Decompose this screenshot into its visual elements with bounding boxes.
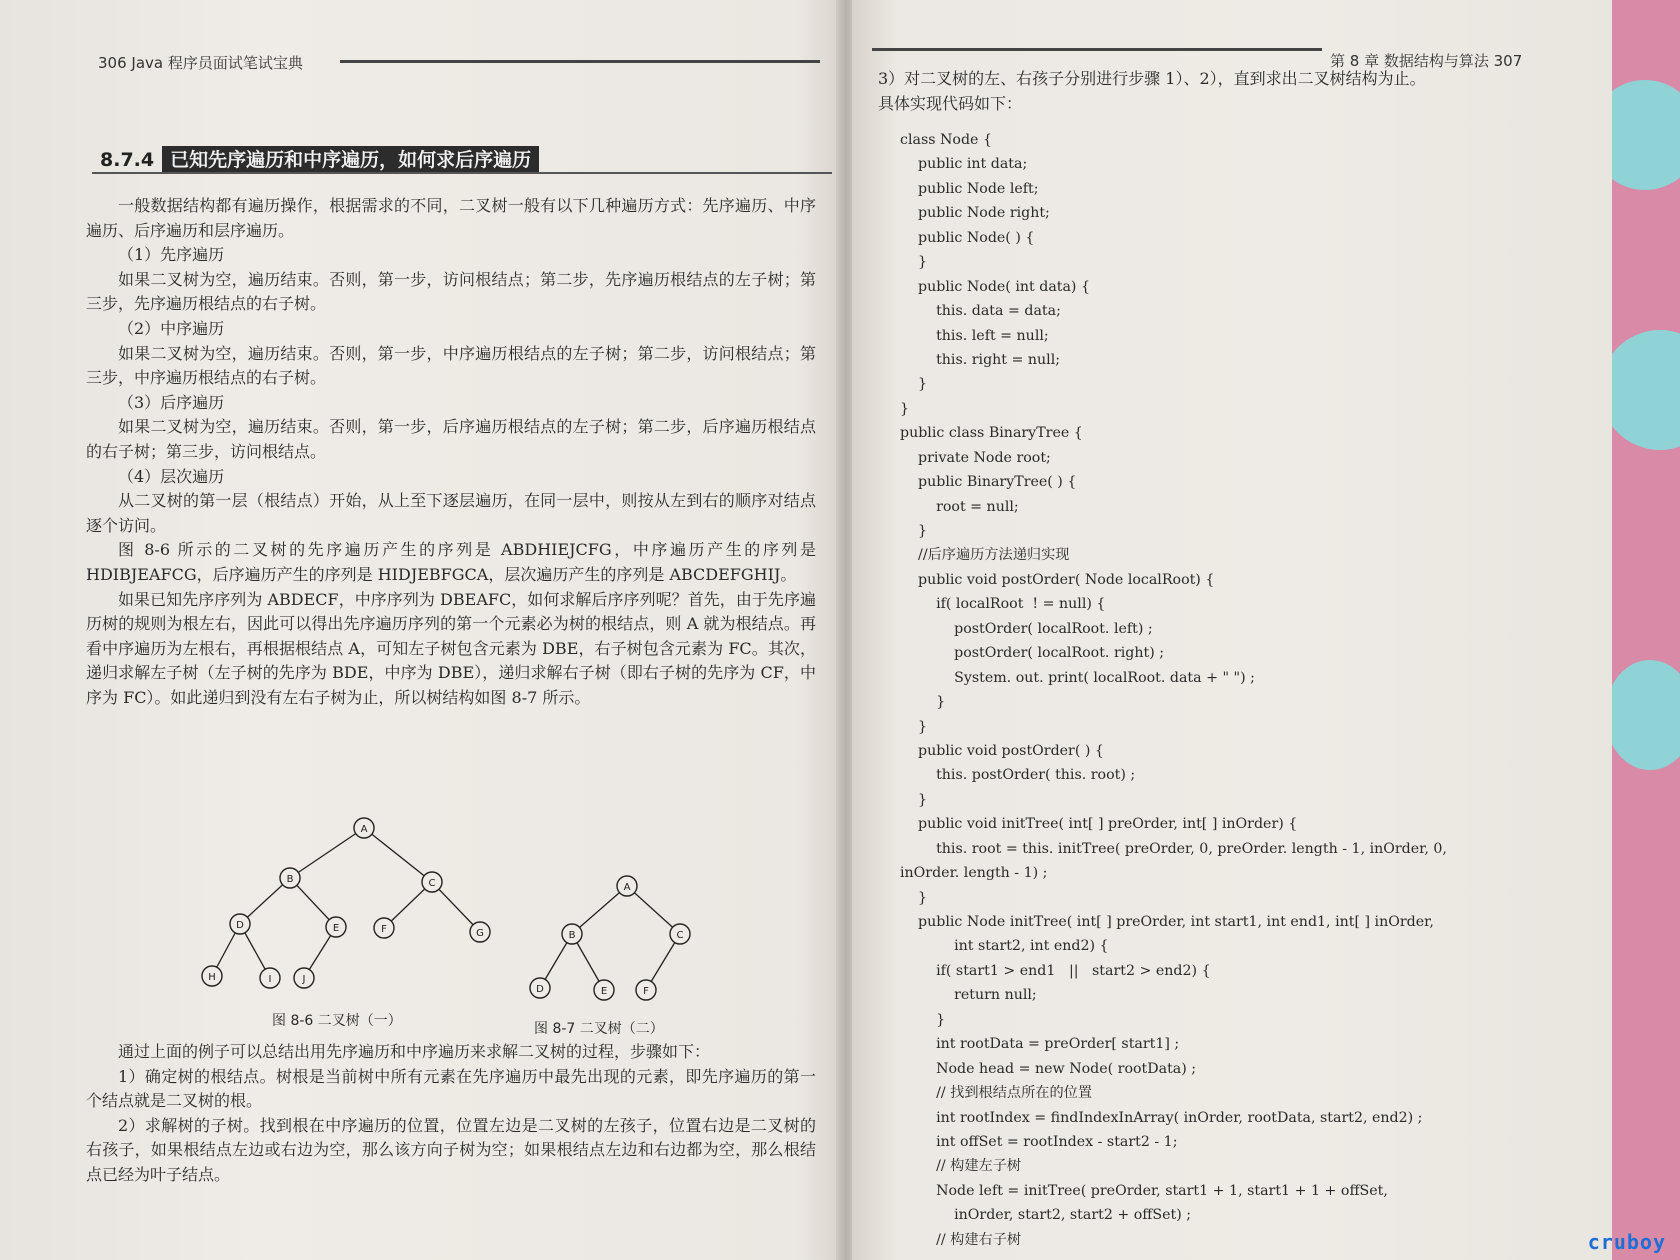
figure-8-7-caption: 图 8-7 二叉树（二） <box>534 1021 664 1037</box>
tree-node <box>470 922 490 942</box>
paragraph: （2）中序遍历 <box>118 318 225 338</box>
code-line: // 找到根结点所在的位置 <box>900 1085 1093 1102</box>
tree-node <box>374 918 394 938</box>
svg-text:A: A <box>360 824 368 835</box>
svg-text:G: G <box>476 928 484 939</box>
paragraph: 如果二叉树为空，遍历结束。否则，第一步，访问根结点；第二步，先序遍历根结点的左子树；第三步，先序遍历根结点的右子树。 <box>86 269 816 314</box>
code-line: this. root = this. initTree( preOrder, 0, preOrder. length - 1, inOrder, 0, <box>900 840 1447 857</box>
code-line: Node head = new Node( rootData) ; <box>900 1060 1197 1077</box>
svg-text:B: B <box>286 874 294 885</box>
svg-text:F: F <box>643 986 649 997</box>
paragraph: 如果二叉树为空，遍历结束。否则，第一步，后序遍历根结点的左子树；第二步，后序遍历根结点的右子树；第三步，访问根结点。 <box>86 417 816 461</box>
code-line: int rootData = preOrder[ start1] ; <box>900 1036 1180 1053</box>
tree-node <box>280 868 300 888</box>
paragraph: （3）后序遍历 <box>118 392 225 412</box>
section-rule <box>92 172 832 174</box>
left-steps-text <box>86 1040 816 1188</box>
right-page-header: 第 8 章 数据结构与算法 307 <box>1330 52 1523 70</box>
code-line: public Node initTree( int[ ] preOrder, int start1, int end1, int[ ] inOrder, <box>900 914 1434 930</box>
tree-node <box>530 978 550 998</box>
tree-node <box>202 966 222 986</box>
svg-text:B: B <box>568 930 576 941</box>
paragraph: 图 8-6 所示的二叉树的先序遍历产生的序列是 ABDHIEJCFG，中序遍历产生的序列是 HDIBJEAFCG，后序遍历产生的序列是 HIDJEBFGCA，层次遍历产生的序列是 ABCDEFGHIJ。 <box>86 540 816 584</box>
code-line: //后序遍历方法递归实现 <box>900 547 1070 564</box>
svg-text:J: J <box>302 974 306 985</box>
right-intro-line-2: 具体实现代码如下： <box>878 94 1023 113</box>
tree-node <box>562 924 582 944</box>
code-line: public Node left; <box>900 180 1039 197</box>
code-line: public void postOrder( Node localRoot) { <box>900 571 1215 588</box>
section-title: 已知先序遍历和中序遍历，如何求后序遍历 <box>162 146 539 174</box>
code-line: this. left = null; <box>900 327 1049 344</box>
code-line: // 构建右子树 <box>900 1231 1022 1248</box>
code-line: public class BinaryTree { <box>900 425 1083 442</box>
paragraph: 一般数据结构都有遍历操作，根据需求的不同，二叉树一般有以下几种遍历方式：先序遍历、中序遍历、后序遍历和层序遍历。 <box>86 196 816 240</box>
left-page-header: 306 Java 程序员面试笔试宝典 <box>98 54 303 72</box>
code-line: } <box>900 254 928 271</box>
code-line: root = null; <box>900 498 1019 515</box>
code-line: this. postOrder( this. root) ; <box>900 767 1136 784</box>
tree-node <box>354 818 374 838</box>
code-line: int start2, int end2) { <box>900 938 1109 955</box>
left-body-text <box>86 194 816 710</box>
code-line: private Node root; <box>900 449 1051 466</box>
code-line: System. out. print( localRoot. data + " ") ; <box>900 669 1255 686</box>
watermark: cruboy <box>1587 1230 1666 1254</box>
code-line: // 构建左子树 <box>900 1158 1022 1175</box>
code-line: inOrder. length - 1) ; <box>900 865 1048 882</box>
svg-text:D: D <box>536 984 544 995</box>
svg-text:F: F <box>381 924 387 935</box>
code-line: inOrder, start2, start2 + offSet) ; <box>900 1207 1192 1224</box>
code-line: } <box>900 400 910 417</box>
code-line: } <box>900 791 928 808</box>
svg-text:D: D <box>236 920 244 931</box>
code-line: postOrder( localRoot. left) ; <box>900 620 1153 637</box>
code-line: } <box>900 376 928 393</box>
background-dot <box>1605 660 1680 770</box>
svg-text:I: I <box>268 974 272 985</box>
code-line: } <box>900 718 928 735</box>
paragraph: 从二叉树的第一层（根结点）开始，从上至下逐层遍历，在同一层中，则按从左到右的顺序对结点逐个访问。 <box>86 491 816 535</box>
code-line: int rootIndex = findIndexInArray( inOrder, rootData, start2, end2) ; <box>900 1109 1423 1126</box>
right-intro <box>878 66 1578 116</box>
paragraph: 通过上面的例子可以总结出用先序遍历和中序遍历来求解二叉树的过程，步骤如下： <box>118 1042 711 1061</box>
code-line: public int data; <box>900 156 1028 173</box>
code-line: this. right = null; <box>900 351 1061 368</box>
header-rule <box>340 60 820 63</box>
svg-text:H: H <box>208 972 216 983</box>
tree-node <box>594 980 614 1000</box>
code-listing <box>900 128 1447 1252</box>
svg-text:A: A <box>623 882 631 893</box>
tree-node <box>636 980 656 1000</box>
svg-text:E: E <box>332 923 340 934</box>
tree-node <box>617 876 637 896</box>
code-line: public void postOrder( ) { <box>900 742 1104 759</box>
figure-8-6-tree <box>190 812 520 992</box>
code-line: this. data = data; <box>900 303 1061 320</box>
code-line: public void initTree( int[ ] preOrder, int[ ] inOrder) { <box>900 816 1298 833</box>
paragraph: 如果二叉树为空，遍历结束。否则，第一步，中序遍历根结点的左子树；第二步，访问根结点；第三步，中序遍历根结点的右子树。 <box>86 343 816 388</box>
tree-node <box>422 872 442 892</box>
svg-text:C: C <box>676 930 684 941</box>
tree-node <box>260 968 280 988</box>
tree-node <box>294 968 314 988</box>
tree-node <box>230 914 250 934</box>
figure-8-7-tree <box>522 872 702 1002</box>
code-line: public Node( ) { <box>900 229 1035 246</box>
code-line: class Node { <box>900 132 992 148</box>
paragraph: （1）先序遍历 <box>118 245 225 265</box>
paragraph: 1）确定树的根结点。树根是当前树中所有元素在先序遍历中最先出现的元素，即先序遍历的第一个结点就是二叉树的根。 <box>86 1066 816 1111</box>
code-line: } <box>900 889 928 906</box>
code-line: public BinaryTree( ) { <box>900 474 1077 491</box>
paragraph: （4）层次遍历 <box>118 466 225 486</box>
code-line: public Node( int data) { <box>900 278 1091 295</box>
code-line: public Node right; <box>900 205 1050 222</box>
paragraph: 2）求解树的子树。找到根在中序遍历的位置，位置左边是二叉树的左孩子，位置右边是二叉树的右孩子，如果根结点左边或右边为空，那么该方向子树为空；如果根结点左边和右边都为空，那么根结点已经为叶子结点。 <box>86 1115 816 1184</box>
code-line: if( localRoot ! = null) { <box>900 596 1106 613</box>
header-rule <box>872 48 1322 51</box>
code-line: } <box>900 1011 946 1028</box>
code-line: int offSet = rootIndex - start2 - 1; <box>900 1133 1178 1150</box>
tree-node <box>326 917 346 937</box>
code-line: return null; <box>900 987 1037 1004</box>
svg-text:E: E <box>600 986 608 997</box>
code-line: } <box>900 694 946 711</box>
paragraph: 如果已知先序序列为 ABDECF，中序序列为 DBEAFC，如何求解后序序列呢？首先，由于先序遍历树的规则为根左右，因此可以得出先序遍历序列的第一个元素必为树的根结点，则 A 就为根结点。再看中序遍历为左根右，再根据根结点 A，可知左子树包含元素为 DBE，右子树包含元素为 FC。其次，递归求解左子树（左子树的先序为 BDE，中序为 DBE），递归求解右子树（即右子树的先序为 CF，中序为 FC）。如此递归到没有左右子树为止，所以树结构如图 8-7 所示。 <box>86 589 816 707</box>
tree-node <box>670 924 690 944</box>
background-dot <box>1600 330 1680 450</box>
section-number: 8.7.4 <box>100 149 155 171</box>
figure-8-6-caption: 图 8-6 二叉树（一） <box>272 1013 402 1029</box>
code-line: if( start1 > end1 || start2 > end2) { <box>900 962 1211 979</box>
svg-text:C: C <box>428 878 436 889</box>
code-line: } <box>900 523 928 539</box>
section-heading <box>100 145 539 172</box>
code-line: Node left = initTree( preOrder, start1 + 1, start1 + 1 + offSet, <box>900 1182 1388 1199</box>
code-line: postOrder( localRoot. right) ; <box>900 645 1165 662</box>
right-intro-line: 3）对二叉树的左、右孩子分别进行步骤 1）、2），直到求出二叉树结构为止。 <box>878 69 1426 88</box>
